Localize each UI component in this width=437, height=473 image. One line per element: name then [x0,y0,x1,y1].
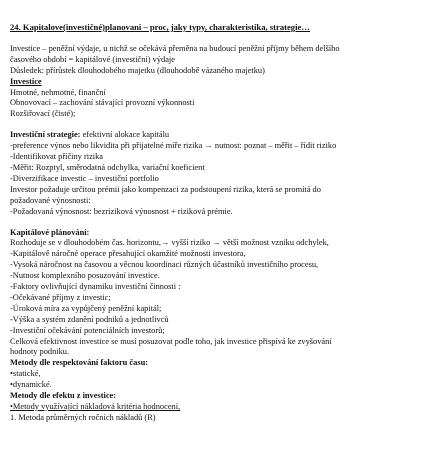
strategie-line-3: -Měřit: Rozptyl, směrodatná odchylka, variační koeficient [10,162,205,172]
strategie-line-6: požadované výnosnosti: [10,195,91,205]
planovani-line-8: -Výška a systém zdanění podniků a jednotlivců [10,314,169,324]
strategie-heading-line [10,130,432,141]
planovani-line-2: -Kapitálově náročné operace přesahující okamžité možnosti investora, [10,249,246,259]
section-gap [10,218,432,228]
strategie-line-1: -preference výnos nebo likvidita při přijatelné míře rizika → nutnost: poznat – měřit – řídit riziko [10,141,337,151]
strategie-heading: Investiční strategie: [10,130,81,140]
planovani-line-6: -Očekávané příjmy z investic; [10,292,111,302]
planovani-line-7: -Úroková míra za vypůjčený peněžní kapitál; [10,303,162,313]
planovani-line-4: -Nutnost komplexního posuzování investice. [10,271,160,281]
investice-type-3: Rozšiřovací (čisté); [10,109,76,119]
strategie-line-2: -Identifikovat příčiny rizika [10,152,104,162]
investice-definition-line-2: časového období = kapitálové (investiční) výdaje [10,54,175,64]
investice-dusledek: Důsledek: přírůstek dlouhodobého majetku (dlouhodobě vázaného majetku) [10,65,265,75]
strategie-line-5: Investor požaduje určitou prémii jako kompenzaci za podstoupení rizika, která se promítá do [10,184,321,194]
planovani-line-5: -Faktory ovlivňující dynamiku investiční činnosti : [10,282,181,292]
efekt-heading: Metody dle efektu z investice: [10,391,117,401]
strategie-heading-rest: efektivní alokace kapitálu [80,130,170,140]
planovani-line-1: Rozhoduje se v dlouhodobém čas. horizontu,→ vyšší riziko → větší možnost vzniku odchylek, [10,238,329,248]
investice-type-1: Hmotné, nehmotné, finanční [10,87,106,97]
faktor-casu-heading: Metody dle respektování faktoru času: [10,358,149,368]
planovani-heading: Kapitálové plánování: [10,227,90,237]
document-page [10,22,432,424]
planovani-line-9: -Investiční očekávání potenciálních investorů; [10,325,165,335]
faktor-casu-item-2: •dynamické. [10,380,52,390]
efekt-item-1: •Metody využívající nákladová kritéria hodnocení, [10,402,181,411]
faktor-casu-item-1: •statické, [10,369,41,379]
strategie-line-7: -Požadovaná výnosnost: bezriziková výnosnost + riziková prémie. [10,206,233,216]
planovani-line-10: Celková efektivnost investice se musí posuzovat podle toho, jak investice přispívá ke zvyšování [10,336,332,346]
efekt-item-2: 1. Metoda průměrných ročních nákladů (R) [10,412,156,422]
section-gap [10,120,432,130]
planovani-line-3: -Vysoká náročnost na časovou a věcnou koordinaci různých účastníků investičního procesu, [10,260,319,270]
investice-definition-line-1: Investice – peněžní výdaje, u nichž se očekává přeměna na budoucí peněžní příjmy během delšího [10,43,340,53]
investice-heading: Investice [10,76,42,86]
strategie-line-4: -Diverzifikace investic – investiční portfolio [10,173,159,183]
planovani-line-11: hodnoty podniku. [10,347,70,357]
investice-type-2: Obnovovací – zachování stávající provozní výkonnosti [10,98,195,108]
page-title: 24. Kapitalove(investičné)planovani – proc, jaky typy, charakteristika, strategie… [10,22,310,32]
